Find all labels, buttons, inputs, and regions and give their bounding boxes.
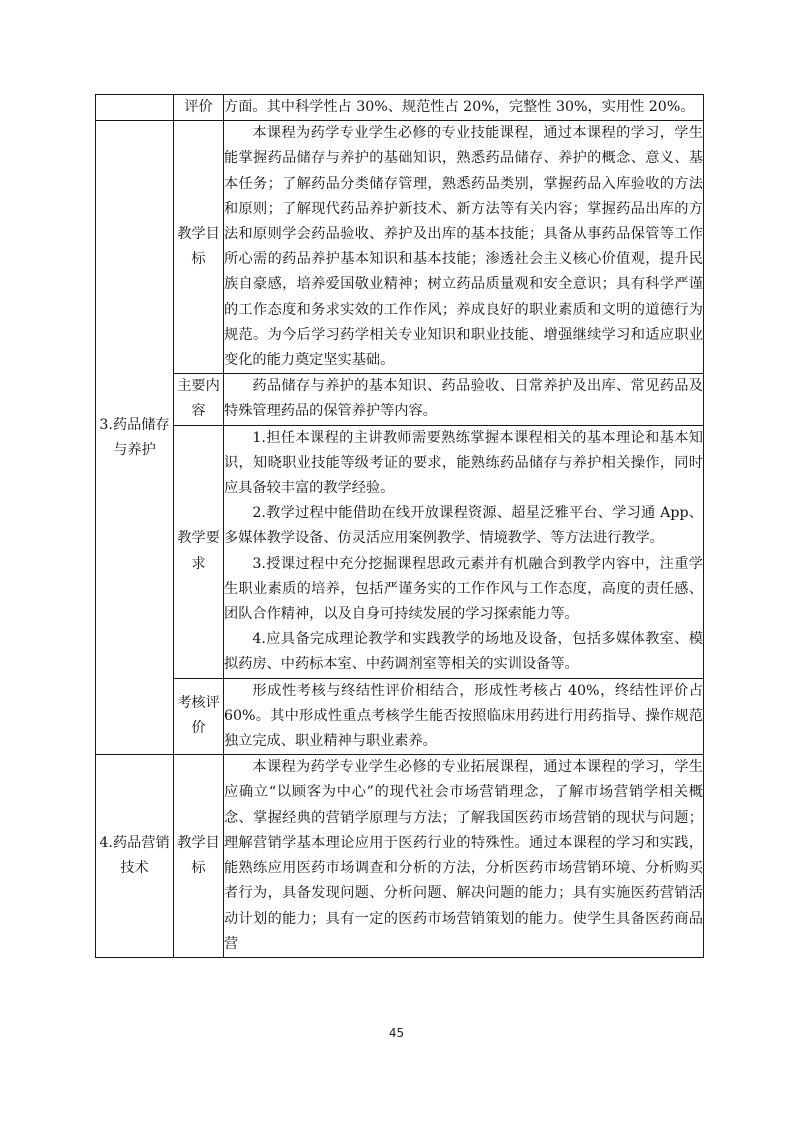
row-label-content: 主要内容 (174, 374, 224, 425)
table-row (96, 755, 704, 958)
requirement-3: 3.授课过程中充分挖掘课程思政元素并有机融合到教学内容中，注重学生职业素质的培养，包括严谨务实的工作作风与工作态度，高度的责任感、团队合作精神，以及自身可持续发展的学习探索能力等。 (224, 555, 703, 623)
assessment-text: 形成性考核与终结性评价相结合，形成性考核占 40%，终结性评价占 60%。其中形成性重点考核学生能否按照临床用药进行用药指导、操作规范独立完成、职业精神与职业素养。 (224, 682, 703, 750)
curriculum-table (95, 94, 704, 958)
main-content (224, 374, 704, 425)
assessment-content (224, 678, 704, 755)
goals-text-4: 本课程为药学专业学生必修的专业拓展课程，通过本课程的学习，学生应确立“以顾客为中心”的现代社会市场营销理念，了解市场营销学相关概念、掌握经典的营销学原理与方法；了解我国医药市场营销的现状与问题；理解营销学基本理论应用于医药行业的特殊性。通过本课程的学习和实践，能熟练应用医药市场调查和分析的方法，分析医药市场营销环境、分析购买者行为，具备发现问题、分析问题、解决问题的能力；具有实施医药营销活动计划的能力；具有一定的医药市场营销策划的能力。使学生具备医药商品营 (224, 759, 703, 952)
course-name-3: 3.药品储存与养护 (96, 121, 174, 755)
goals-text: 本课程为药学专业学生必修的专业技能课程，通过本课程的学习，学生能掌握药品储存与养护的基础知识，熟悉药品储存、养护的概念、意义、基本任务；了解药品分类储存管理，熟悉药品类别，掌握药品入库验收的方法和原则；了解现代药品养护新技术、新方法等有关内容；掌握药品出库的方法和原则学会药品验收、养护及出库的基本技能；具备从事药品保管等工作所心需的药品养护基本知识和基本技能；渗透社会主义核心价值观，提升民族自豪感，培养爱国敬业精神；树立药品质量观和安全意识；具有科学严谨的工作态度和务求实效的工作作风；养成良好的职业素质和文明的道德行为规范。为今后学习药学相关专业知识和职业技能、增强继续学习和适应职业变化的能力奠定坚实基础。 (224, 125, 703, 369)
goals-content-4 (224, 755, 704, 958)
row-label-assessment: 考核评价 (174, 678, 224, 755)
table-row (96, 95, 704, 121)
table-row (96, 678, 704, 755)
course-name-4: 4.药品营销技术 (96, 755, 174, 958)
requirement-4: 4.应具备完成理论教学和实践教学的场地及设备，包括多媒体教室、模拟药房、中药标本室、中药调剂室等相关的实训设备等。 (224, 631, 703, 673)
course-cell-empty (96, 95, 174, 121)
row-label-evaluation: 评价 (174, 95, 224, 121)
evaluation-text: 方面。其中科学性占 30%、规范性占 20%，完整性 30%，实用性 20%。 (224, 99, 695, 115)
row-label-goals: 教学目标 (174, 121, 224, 374)
evaluation-content (224, 95, 704, 121)
requirement-1: 1.担任本课程的主讲教师需要熟练掌握本课程相关的基本理论和基本知识，知晓职业技能等级考证的要求，能熟练药品储存与养护相关操作，同时应具备较丰富的教学经验。 (224, 429, 703, 497)
page-number: 45 (388, 1026, 405, 1040)
requirements-content (224, 425, 704, 678)
table-row (96, 425, 704, 678)
row-label-requirements: 教学要求 (174, 425, 224, 678)
requirement-2: 2.教学过程中能借助在线开放课程资源、超星泛雅平台、学习通 App、多媒体教学设备、仿灵活应用案例教学、情境教学、等方法进行教学。 (224, 505, 703, 547)
row-label-goals-4: 教学目标 (174, 755, 224, 958)
table-row (96, 121, 704, 374)
table-row (96, 374, 704, 425)
main-content-text: 药品储存与养护的基本知识、药品验收、日常养护及出库、常见药品及特殊管理药品的保管养护等内容。 (224, 378, 703, 420)
goals-content (224, 121, 704, 374)
